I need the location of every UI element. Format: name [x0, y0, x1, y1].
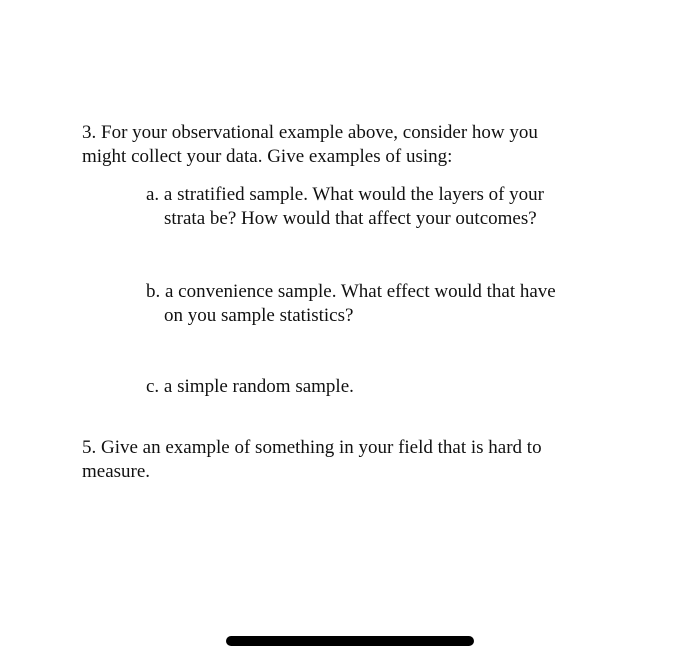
- question-3b-line-1: b. a convenience sample. What effect would that have: [146, 281, 556, 302]
- question-3a: [146, 183, 544, 231]
- question-3a-line-1: a. a stratified sample. What would the layers of your: [146, 184, 544, 205]
- question-3c: [146, 375, 354, 399]
- question-3c-line-1: c. a simple random sample.: [146, 376, 354, 397]
- question-5: [82, 436, 542, 484]
- question-3b: [146, 280, 556, 328]
- home-indicator[interactable]: [226, 636, 474, 646]
- question-3-line-1: 3. For your observational example above, consider how you: [82, 122, 538, 143]
- question-3a-line-2: strata be? How would that affect your outcomes?: [164, 208, 537, 229]
- question-5-line-1: 5. Give an example of something in your field that is hard to: [82, 437, 542, 458]
- question-3: [82, 121, 538, 169]
- question-5-line-2: measure.: [82, 461, 151, 482]
- question-3-line-2: might collect your data. Give examples of using:: [82, 146, 453, 167]
- question-3b-line-2: on you sample statistics?: [164, 305, 354, 326]
